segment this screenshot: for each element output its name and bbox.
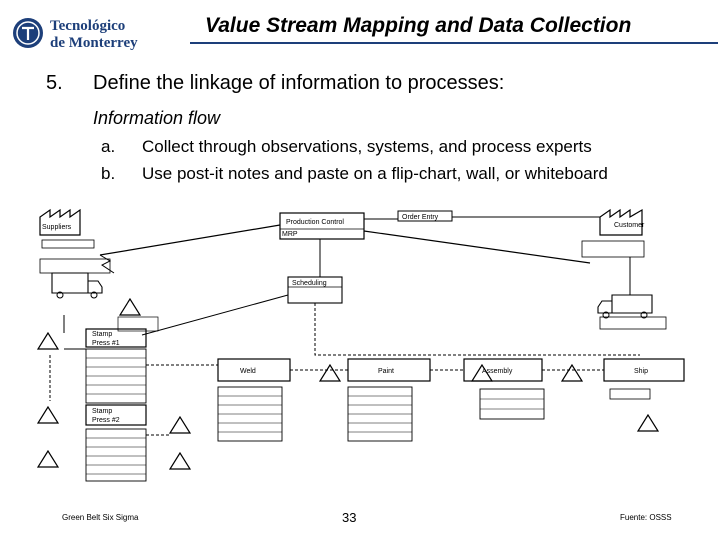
press-2-data-box: [86, 429, 146, 481]
list-text: Use post-it notes and paste on a flip-chart, wall, or whiteboard: [142, 164, 608, 183]
step-number: 5.: [46, 72, 63, 94]
supplier-truck-icon: [52, 273, 102, 293]
paint-label: Paint: [378, 368, 394, 375]
tec-seal-icon: [12, 16, 44, 50]
inventory-triangle-icon: [120, 299, 140, 315]
customer-label: Customer: [614, 222, 645, 229]
stamp-1-label: Stamp: [92, 331, 113, 338]
electronic-info-flow-from-customer: [364, 231, 590, 263]
ship-label: Ship: [634, 368, 649, 375]
ship-data-box: [610, 389, 650, 399]
production-control-label: Production Control: [286, 219, 344, 226]
list-marker: b.: [101, 164, 116, 183]
suppliers-label: Suppliers: [42, 224, 72, 231]
scheduling-label: Scheduling: [292, 280, 327, 287]
inventory-triangle-icon: [638, 415, 658, 431]
step-heading: Define the linkage of information to processes:: [93, 72, 505, 94]
shipping-schedule-box: [600, 317, 666, 329]
list-text: Collect through observations, systems, and process experts: [142, 137, 592, 156]
press-2-label: Press #2: [92, 417, 120, 424]
value-stream-map: [30, 205, 696, 485]
press-1-label: Press #1: [92, 340, 120, 347]
customer-requirements-box: [582, 241, 644, 257]
slide-title: Value Stream Mapping and Data Collection: [205, 14, 632, 37]
inventory-triangle-icon: [38, 451, 58, 467]
inventory-triangle-icon: [170, 453, 190, 469]
page-number: 33: [342, 510, 357, 525]
mrp-label: MRP: [282, 231, 298, 238]
inventory-triangle-icon: [562, 365, 582, 381]
title-underline: [190, 42, 718, 44]
footer-source: Fuente: OSSS: [620, 513, 672, 522]
logo-line-1: Tecnológico: [50, 18, 126, 34]
order-entry-label: Order Entry: [402, 214, 439, 221]
supplier-order-box: [40, 259, 110, 273]
stamp-2-label: Stamp: [92, 408, 113, 415]
electronic-info-flow-to-supplier: [100, 225, 280, 255]
inventory-triangle-icon: [170, 417, 190, 433]
information-flow-subheading: Information flow: [93, 108, 221, 128]
inventory-triangle-icon: [320, 365, 340, 381]
inventory-triangle-icon: [38, 407, 58, 423]
logo-line-2: de Monterrey: [50, 35, 138, 51]
supplier-data-box: [42, 240, 94, 248]
tec-logo: [12, 14, 172, 58]
customer-truck-icon: [598, 295, 652, 313]
footer-course: Green Belt Six Sigma: [62, 513, 139, 522]
supplier-factory-icon: [40, 210, 80, 235]
assembly-data-box: [480, 389, 544, 419]
weld-label: Weld: [240, 368, 256, 375]
list-marker: a.: [101, 137, 116, 156]
inventory-triangle-icon: [38, 333, 58, 349]
assembly-label: Assembly: [482, 368, 513, 375]
logo-wordmark: [50, 18, 138, 52]
